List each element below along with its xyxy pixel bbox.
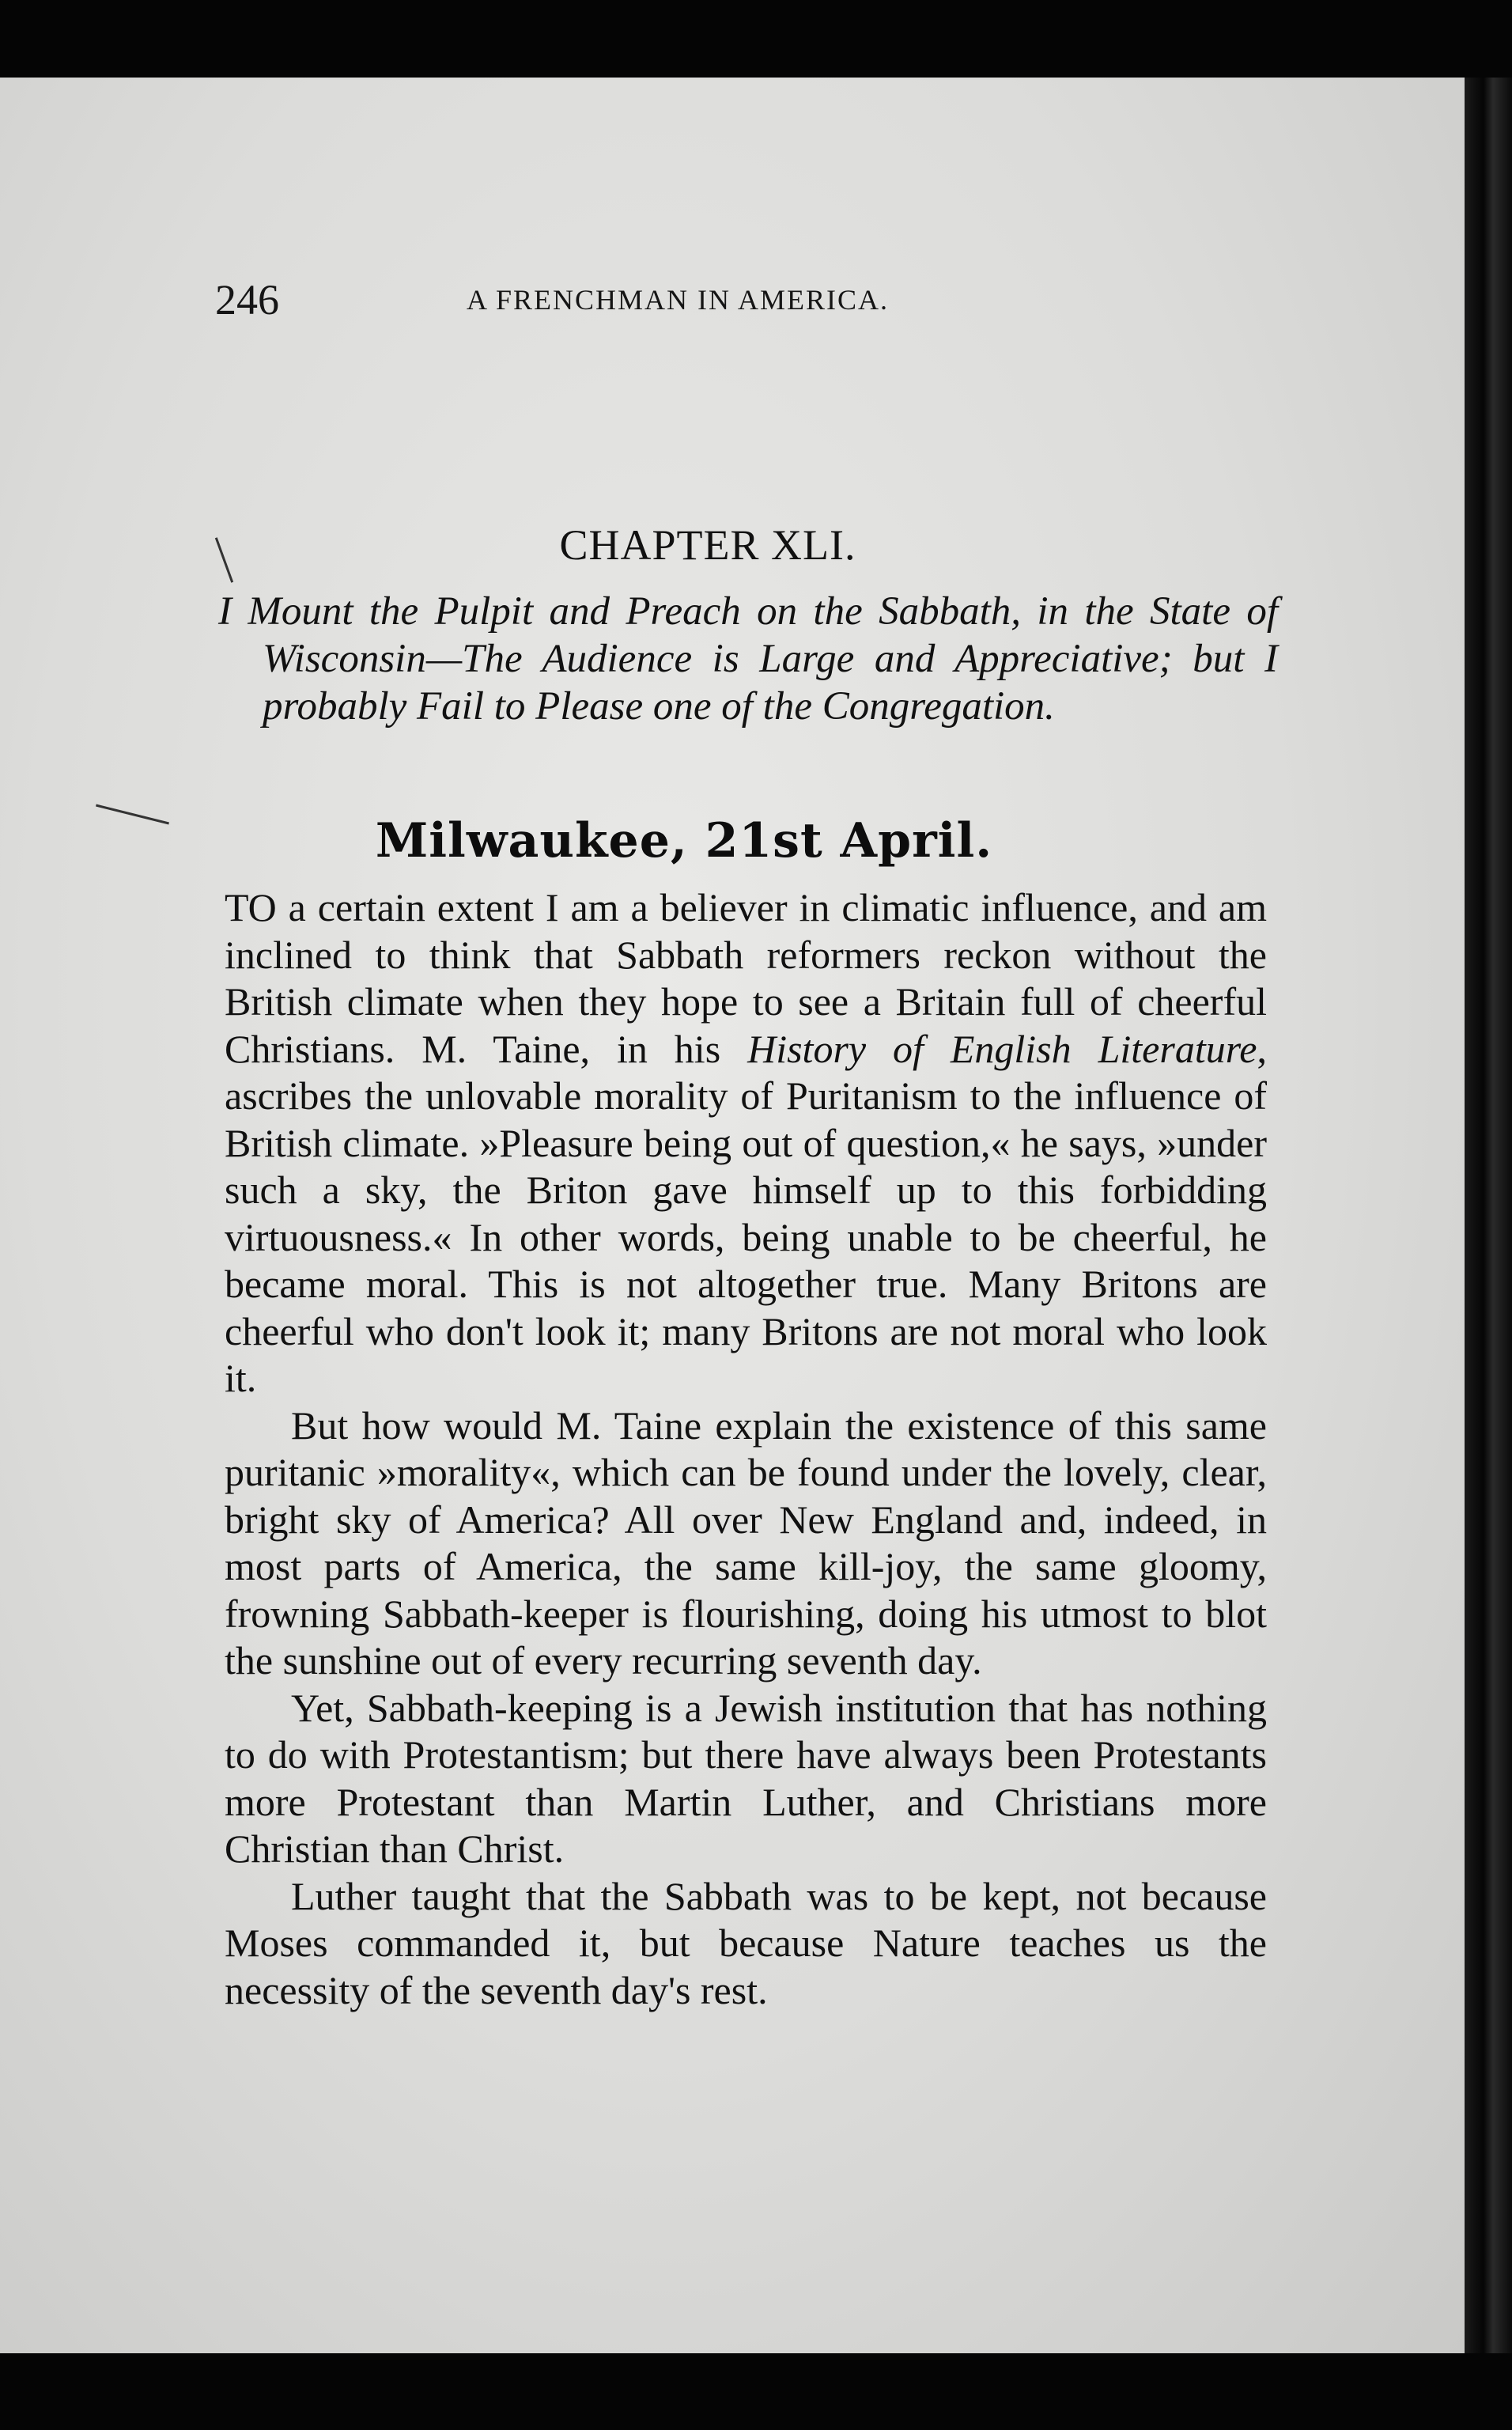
dateline: Milwaukee, 21st April. — [375, 813, 993, 869]
paragraph-2: But how would M. Taine explain the existence of this same puritanic »morality«, which can be found under the lovely, clear, bright sky of America? All over New England and, indeed, in most parts of America, the same kill-joy, the same gloomy, frowning Sabbath-keeper is flourishing, doing his utmost to blot the sunshine out of every recurring seventh day. — [225, 1402, 1267, 1682]
book-title-citation: History of English Literature — [747, 1026, 1257, 1071]
running-title: A FRENCHMAN IN AMERICA. — [467, 284, 890, 316]
book-page — [0, 78, 1465, 2353]
paragraph-1 — [225, 884, 1267, 1402]
scan-border-top — [0, 0, 1512, 78]
paragraph-3: Yet, Sabbath-keeping is a Jewish institution that has nothing to do with Protestantism; but there have always been Protestants more Protestant than Martin Luther, and Christians more Christian than Christ. — [225, 1685, 1267, 1871]
chapter-title: CHAPTER XLI. — [559, 521, 856, 569]
scan-border-bottom — [0, 2353, 1512, 2430]
body-text — [225, 884, 1267, 2014]
paragraph-1-start: TO a certain extent I am a believer in climatic influence, and am inclined to think that Sabbath reformers reckon without the British climate when they hope to see a Britain full of cheerful Christians. M. Taine, in his — [225, 885, 1267, 1071]
paragraph-4: Luther taught that the Sabbath was to be kept, not because Moses commanded it, but because Nature teaches us the necessity of the seventh day's rest. — [225, 1873, 1267, 2012]
page-edge — [1465, 78, 1512, 2353]
page-number: 246 — [215, 276, 279, 324]
paragraph-1-end: , ascribes the unlovable morality of Puritanism to the influence of British climate. »Pleasure being out of question,« he says, »under such a sky, the Briton gave himself up to this forbidding virtuousness.« In other words, being unable to be cheerful, he became moral. This is not altogether true. Many Britons are cheerful who don't look it; many Britons are not moral who look it. — [225, 1026, 1268, 1400]
running-head — [0, 275, 1465, 339]
chapter-synopsis: I Mount the Pulpit and Preach on the Sabbath, in the State of Wisconsin—The Audience is Large and Appreciative; but I probably Fail to Please one of the Congregation. — [218, 589, 1278, 729]
